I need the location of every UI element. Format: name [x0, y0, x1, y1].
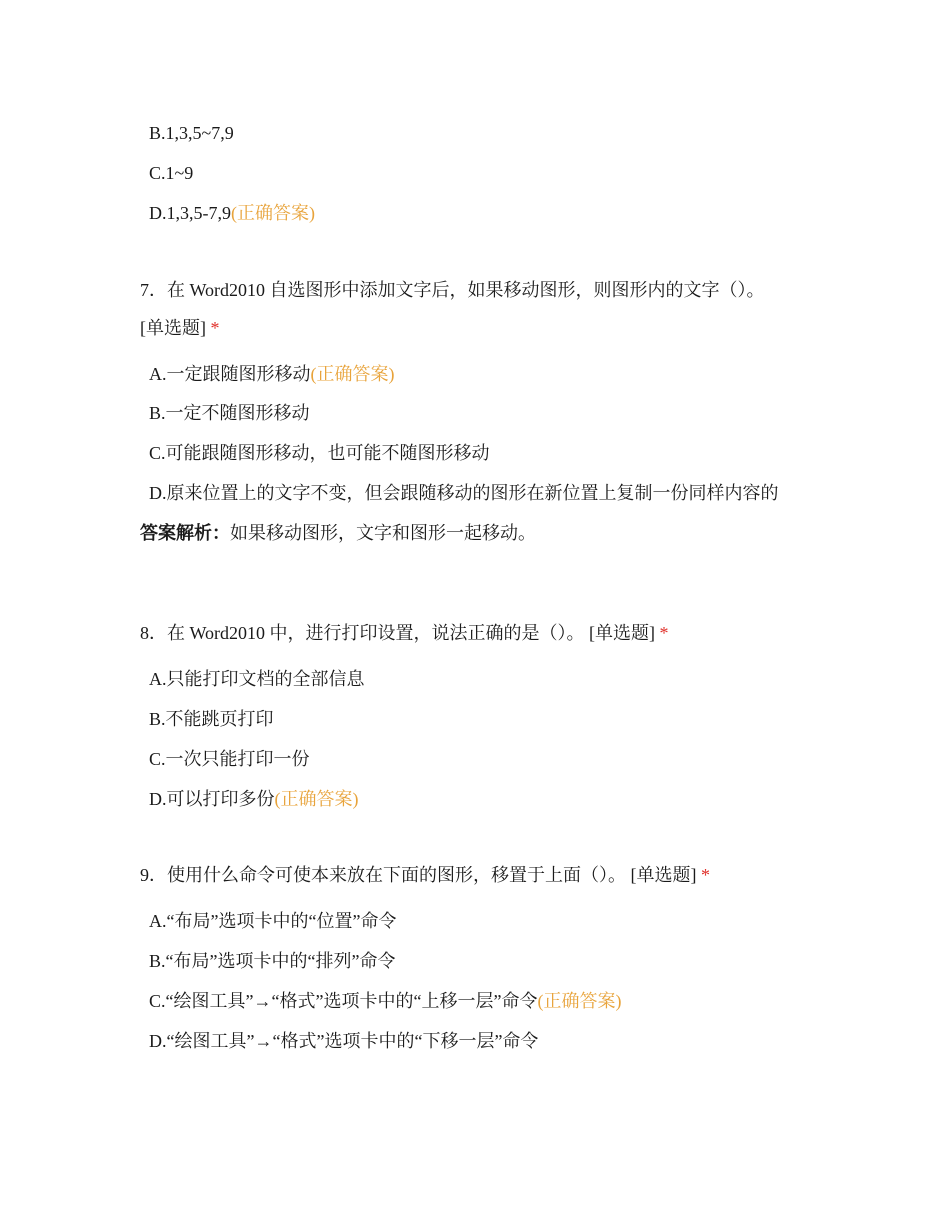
question-text: 8．在 Word2010 中，进行打印设置，说法正确的是（）。 [单选题]	[140, 623, 656, 643]
option-text: D.“绘图工具”→“格式”选项卡中的“下移一层”命令	[149, 1031, 539, 1051]
question-text: 9．使用什么命令可使本来放在下面的图形，移置于上面（）。 [单选题]	[140, 865, 697, 885]
option-text: A.“布局”选项卡中的“位置”命令	[149, 911, 397, 931]
q7-title	[140, 278, 765, 302]
q9-option-d	[149, 1029, 538, 1053]
q7-answer-analysis	[140, 521, 536, 545]
option-text: D.可以打印多份	[149, 789, 275, 809]
q6-option-c	[149, 161, 193, 185]
required-mark: *	[210, 318, 220, 338]
correct-answer-tag: (正确答案)	[231, 203, 315, 223]
option-text: B.一定不随图形移动	[149, 403, 310, 423]
required-mark: *	[701, 865, 710, 885]
question-type: [单选题]	[140, 318, 206, 338]
q9-option-c	[149, 989, 621, 1013]
option-text: B.不能跳页打印	[149, 709, 274, 729]
correct-answer-tag: (正确答案)	[274, 789, 359, 809]
required-mark: *	[659, 623, 669, 643]
q8-option-b	[149, 707, 274, 731]
option-text: A.只能打印文档的全部信息	[149, 669, 365, 689]
q9-option-b	[149, 949, 395, 973]
q8-title	[140, 621, 669, 645]
q7-option-a	[149, 362, 395, 386]
option-text: C.“绘图工具”→“格式”选项卡中的“上移一层”命令	[149, 991, 538, 1011]
q9-title	[140, 863, 710, 887]
option-text: D.1,3,5-7,9	[149, 203, 231, 223]
analysis-text: 如果移动图形，文字和图形一起移动。	[230, 523, 536, 543]
q8-option-c	[149, 747, 310, 771]
q7-type	[140, 316, 220, 340]
q6-option-b	[149, 121, 234, 145]
option-text: C.可能跟随图形移动，也可能不随图形移动	[149, 443, 490, 463]
option-text: C.1~9	[149, 163, 194, 183]
q7-option-b	[149, 401, 310, 425]
analysis-label: 答案解析：	[140, 523, 230, 543]
correct-answer-tag: (正确答案)	[537, 991, 622, 1011]
question-text: 7．在 Word2010 自选图形中添加文字后，如果移动图形，则图形内的文字（）。	[140, 280, 765, 300]
option-text: A.一定跟随图形移动	[149, 364, 311, 384]
option-text: B.1,3,5~7,9	[149, 123, 234, 143]
option-text: B.“布局”选项卡中的“排列”命令	[149, 951, 396, 971]
option-text: C.一次只能打印一份	[149, 749, 310, 769]
q7-option-d	[149, 481, 779, 505]
q8-option-a	[149, 667, 365, 691]
correct-answer-tag: (正确答案)	[310, 364, 395, 384]
q7-option-c	[149, 441, 490, 465]
option-text: D.原来位置上的文字不变，但会跟随移动的图形在新位置上复制一份同样内容的	[149, 483, 779, 503]
q6-option-d	[149, 201, 315, 225]
q8-option-d	[149, 787, 359, 811]
q9-option-a	[149, 909, 396, 933]
